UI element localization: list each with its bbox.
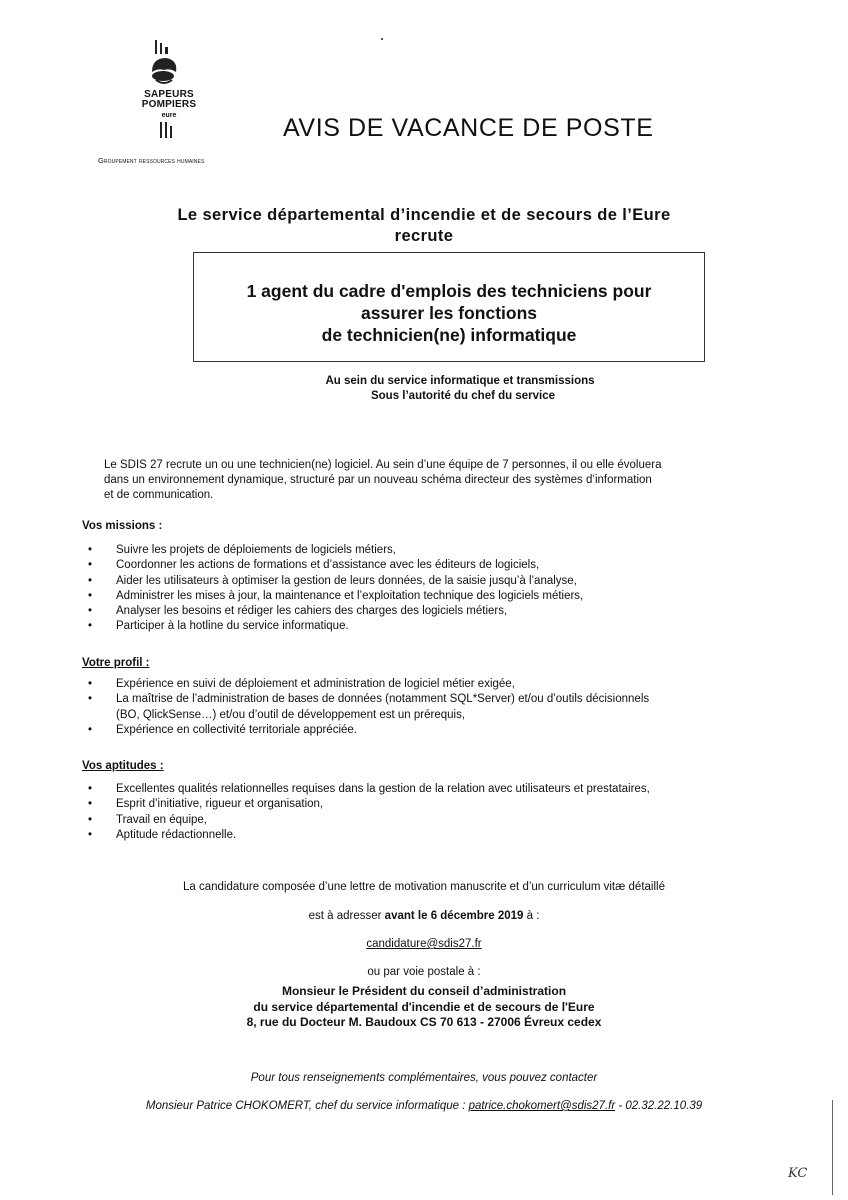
aptitudes-list — [88, 782, 728, 843]
missions-title: Vos missions : — [82, 520, 163, 532]
list-item: • Esprit d’initiative, rigueur et organisation, — [88, 797, 728, 812]
list-item: • Expérience en suivi de déploiement et administration de logiciel métier exigée, — [88, 677, 728, 692]
list-item: (BO, QlickSense…) et/ou d’outil de développement est un prérequis, — [116, 708, 466, 721]
bullet-icon: • — [88, 798, 93, 811]
application-email-link[interactable]: candidature@sdis27.fr — [366, 938, 482, 950]
intro-line-2: dans un environnement dynamique, structuré par un nouveau schéma directeur des systèmes d’information — [104, 474, 652, 486]
profil-title: Votre profil : — [82, 657, 150, 669]
department-heading-line-2: recrute — [394, 227, 454, 245]
bullet-icon: • — [88, 574, 93, 587]
job-title-line-3: de technicien(ne) informatique — [321, 325, 577, 345]
bullet-icon: • — [88, 783, 93, 795]
logo-line-sapeurs: SAPEURS — [144, 89, 194, 100]
department-heading-line-1: Le service départemental d’incendie et de secours de l’Eure — [177, 206, 671, 224]
group-label: Groupement ressources humaines — [98, 156, 205, 165]
bullet-icon: • — [88, 813, 93, 826]
bullet-icon: • — [88, 544, 93, 556]
contact-line: Monsieur Patrice CHOKOMERT, chef du service informatique : patrice.chokomert@sdis27.fr - 02.32.22.10.39 — [145, 1100, 703, 1112]
bullet-icon: • — [88, 589, 93, 602]
sdis-logo — [130, 38, 208, 148]
postal-address — [0, 984, 848, 1031]
contact-intro: Pour tous renseignements complémentaires, vous pouvez contacter — [250, 1072, 598, 1084]
application-line-1: La candidature composée d’une lettre de motivation manuscrite et d’un curriculum vitæ détaillé — [183, 881, 665, 893]
address-line-2: du service départemental d'incendie et de secours de l'Eure — [253, 999, 595, 1014]
bullet-icon: • — [88, 605, 93, 618]
margin-line — [832, 1100, 833, 1195]
postal-intro: ou par voie postale à : — [367, 966, 481, 978]
bullet-icon: • — [88, 678, 93, 690]
list-item: • Participer à la hotline du service informatique. — [88, 619, 728, 634]
service-line-2: Sous l’autorité du chef du service — [370, 390, 556, 402]
department-heading — [60, 205, 788, 247]
list-item: • La maîtrise de l’administration de bases de données (notamment SQL*Server) et/ou d’outils décisionnels — [88, 692, 728, 707]
list-item: • Expérience en collectivité territoriale appréciée. — [88, 723, 728, 738]
list-item: • Administrer les mises à jour, la maintenance et l’exploitation technique des logiciels métiers, — [88, 589, 728, 604]
list-item: • Travail en équipe, — [88, 813, 728, 828]
list-item: • Coordonner les actions de formations et d’assistance avec les éditeurs de logiciels, — [88, 558, 728, 573]
bullet-icon: • — [88, 620, 93, 633]
document-title: AVIS DE VACANCE DE POSTE — [283, 114, 654, 142]
job-title-line-2: assurer les fonctions — [360, 303, 538, 323]
intro-line-3: et de communication. — [104, 489, 214, 501]
deadline: avant le 6 décembre 2019 — [384, 910, 524, 922]
address-line-3: 8, rue du Docteur M. Baudoux CS 70 613 - 27006 Évreux cedex — [246, 1015, 602, 1029]
profil-list — [88, 677, 728, 738]
bullet-icon: • — [88, 559, 93, 572]
service-info — [200, 374, 720, 404]
logo-line-pompiers: POMPIERS — [141, 99, 197, 110]
job-title-line-1: 1 agent du cadre d'emplois des techniciens pour — [246, 281, 652, 301]
contact-email-link[interactable]: patrice.chokomert@sdis27.fr — [468, 1100, 616, 1112]
bullet-icon: • — [88, 723, 93, 736]
aptitudes-title: Vos aptitudes : — [82, 760, 164, 772]
list-item: • Excellentes qualités relationnelles requises dans la gestion de la relation avec utilisateurs et prestataires, — [88, 782, 728, 797]
intro-paragraph — [104, 458, 734, 503]
missions-list — [88, 543, 728, 635]
list-item: • Analyser les besoins et rédiger les cahiers des charges des logiciels métiers, — [88, 604, 728, 619]
bullet-icon: • — [88, 693, 93, 706]
job-title — [193, 280, 705, 346]
logo-line-eure: eure — [161, 112, 177, 119]
bullet-icon: • — [88, 828, 93, 841]
service-line-1: Au sein du service informatique et transmissions — [325, 375, 595, 387]
handwritten-initials: KC — [788, 1166, 808, 1181]
application-email-row — [0, 937, 848, 952]
list-item: • Aider les utilisateurs à optimiser la gestion de leurs données, de la saisie jusqu’à l’analyse, — [88, 574, 728, 589]
list-item: • Suivre les projets de déploiements de logiciels métiers, — [88, 543, 728, 558]
intro-line-1: Le SDIS 27 recrute un ou une technicien(ne) logiciel. Au sein d’une équipe de 7 personnes, il ou elle évoluera — [104, 459, 662, 471]
list-item: • Aptitude rédactionnelle. — [88, 828, 728, 843]
address-line-1: Monsieur le Président du conseil d’administration — [281, 984, 567, 998]
application-line-2: est à adresser avant le 6 décembre 2019 à : — [308, 910, 540, 922]
scan-dot — [381, 38, 383, 40]
